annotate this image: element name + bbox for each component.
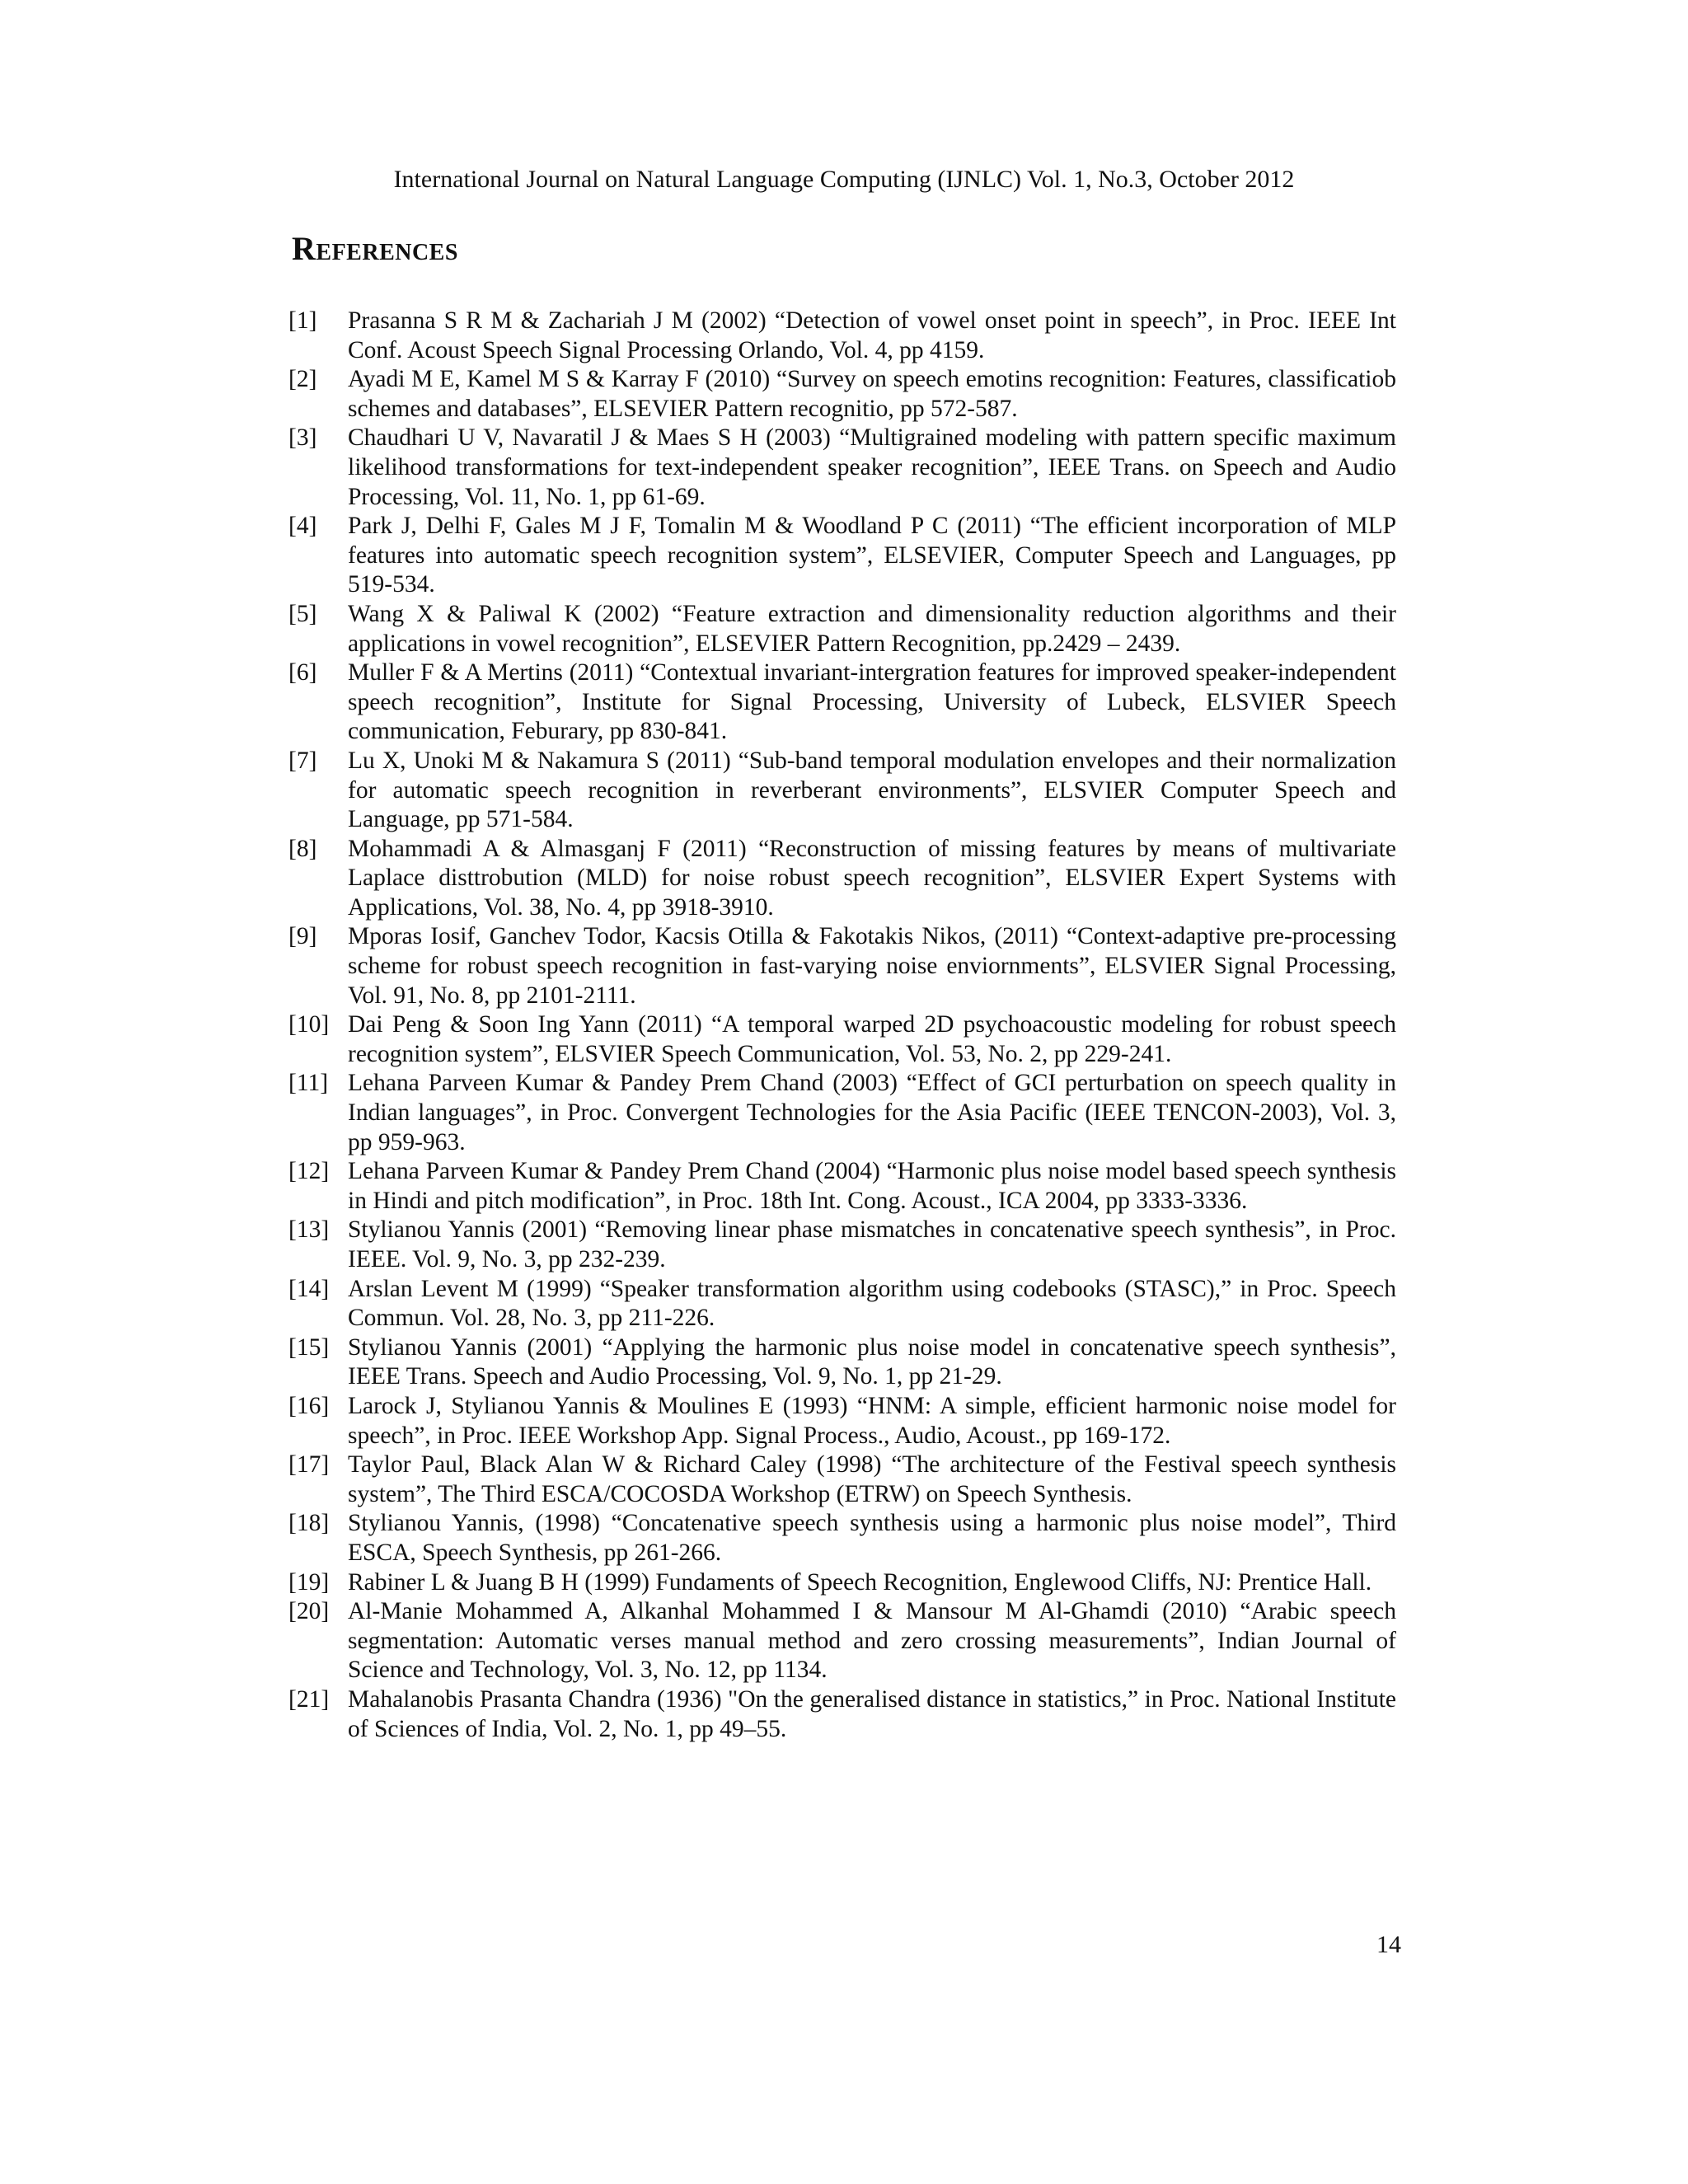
reference-number: [9] (288, 923, 317, 950)
reference-text: Mohammadi A & Almasganj F (2011) “Reconstruction of missing features by means of multivariate Laplace disttrobution (MLD) for noise robust speech recognition”, ELSVIER Expert Systems with Applications, Vol. 38, No. 4, pp 3918-3910. (348, 835, 1396, 921)
reference-item (288, 747, 1396, 835)
reference-text: Mporas Iosif, Ganchev Todor, Kacsis Otilla & Fakotakis Nikos, (2011) “Context-adaptive pre-processing scheme for robust speech recognition in fast-varying noise enviornments”, ELSVIER Signal Processing, Vol. 91, No. 8, pp 2101-2111. (348, 923, 1396, 1009)
reference-text: Lu X, Unoki M & Nakamura S (2011) “Sub-band temporal modulation envelopes and their normalization for automatic speech recognition in reverberant environments”, ELSVIER Computer Speech and Language, pp 571-584. (348, 747, 1396, 833)
reference-text: Lehana Parveen Kumar & Pandey Prem Chand (2003) “Effect of GCI perturbation on speech quality in Indian languages”, in Proc. Convergent Technologies for the Asia Pacific (IEEE TENCON-2003), Vol. 3, pp 959-963. (348, 1070, 1396, 1155)
reference-text: Stylianou Yannis, (1998) “Concatenative speech synthesis using a harmonic plus noise model”, Third ESCA, Speech Synthesis, pp 261-266. (348, 1510, 1396, 1566)
running-header: International Journal on Natural Language Computing (IJNLC) Vol. 1, No.3, October 2012 (393, 166, 1295, 193)
reference-number: [7] (288, 747, 317, 774)
reference-text: Stylianou Yannis (2001) “Applying the harmonic plus noise model in concatenative speech synthesis”, IEEE Trans. Speech and Audio Processing, Vol. 9, No. 1, pp 21-29. (348, 1333, 1396, 1390)
reference-text: Dai Peng & Soon Ing Yann (2011) “A temporal warped 2D psychoacoustic modeling for robust speech recognition system”, ELSVIER Speech Communication, Vol. 53, No. 2, pp 229-241. (348, 1011, 1396, 1067)
reference-number: [3] (288, 424, 317, 452)
reference-text: Stylianou Yannis (2001) “Removing linear phase mismatches in concatenative speech synthesis”, in Proc. IEEE. Vol. 9, No. 3, pp 232-239. (348, 1216, 1396, 1272)
reference-number: [12] (288, 1158, 330, 1185)
reference-text: Lehana Parveen Kumar & Pandey Prem Chand (2004) “Harmonic plus noise model based speech synthesis in Hindi and pitch modification”, in Proc. 18th Int. Cong. Acoust., ICA 2004, pp 3333-3336. (348, 1158, 1396, 1214)
reference-number: [19] (288, 1568, 330, 1596)
reference-text: Arslan Levent M (1999) “Speaker transformation algorithm using codebooks (STASC),” in Proc. Speech Commun. Vol. 28, No. 3, pp 211-226. (348, 1275, 1396, 1332)
reference-text: Muller F & A Mertins (2011) “Contextual invariant-intergration features for improved speaker-independent speech recognition”, Institute for Signal Processing, University of Lubeck, ELSVIER Speech communication, Feburary, pp 830-841. (348, 659, 1396, 745)
reference-item (288, 1333, 1396, 1392)
reference-text: Al-Manie Mohammed A, Alkanhal Mohammed I & Mansour M Al-Ghamdi (2010) “Arabic speech segmentation: Automatic verses manual method and zero crossing measurements”, Indian Journal of Science and Technology, Vol. 3, No. 12, pp 1134. (348, 1598, 1396, 1684)
reference-item (288, 835, 1396, 923)
reference-number: [10] (288, 1011, 330, 1038)
reference-text: Larock J, Stylianou Yannis & Moulines E (1993) “HNM: A simple, efficient harmonic noise model for speech”, in Proc. IEEE Workshop App. Signal Process., Audio, Acoust., pp 169-172. (348, 1392, 1396, 1449)
reference-item (288, 658, 1396, 747)
reference-text: Prasanna S R M & Zachariah J M (2002) “Detection of vowel onset point in speech”, in Proc. IEEE Int Conf. Acoust Speech Signal Processing Orlando, Vol. 4, pp 4159. (348, 307, 1396, 363)
section-title: References (292, 230, 458, 267)
page-number: 14 (1376, 1931, 1401, 1958)
reference-number: [6] (288, 659, 317, 687)
reference-number: [17] (288, 1451, 330, 1479)
reference-item (288, 512, 1396, 600)
reference-item (288, 1451, 1396, 1509)
reference-item (288, 1010, 1396, 1069)
reference-item (288, 922, 1396, 1010)
reference-item (288, 424, 1396, 512)
reference-text: Taylor Paul, Black Alan W & Richard Caley (1998) “The architecture of the Festival speech synthesis system”, The Third ESCA/COCOSDA Workshop (ETRW) on Speech Synthesis. (348, 1451, 1396, 1507)
reference-text: Chaudhari U V, Navaratil J & Maes S H (2003) “Multigrained modeling with pattern specific maximum likelihood transformations for text-independent speaker recognition”, IEEE Trans. on Speech and Audio Processing, Vol. 11, No. 1, pp 61-69. (348, 424, 1396, 510)
reference-item (288, 307, 1396, 365)
reference-text: Mahalanobis Prasanta Chandra (1936) "On the generalised distance in statistics,” in Proc. National Institute of Sciences of India, Vol. 2, No. 1, pp 49–55. (348, 1685, 1396, 1742)
reference-number: [16] (288, 1392, 330, 1419)
reference-text: Wang X & Paliwal K (2002) “Feature extraction and dimensionality reduction algorithms and their applications in vowel recognition”, ELSEVIER Pattern Recognition, pp.2429 – 2439. (348, 600, 1396, 657)
reference-item (288, 1275, 1396, 1333)
reference-list (288, 307, 1396, 1744)
reference-number: [8] (288, 835, 317, 862)
reference-text: Ayadi M E, Kamel M S & Karray F (2010) “Survey on speech emotins recognition: Features, classificatiob schemes and databases”, ELSEVIER Pattern recognitio, pp 572-587. (348, 366, 1396, 422)
reference-item (288, 1509, 1396, 1568)
reference-item (288, 1392, 1396, 1451)
reference-item (288, 1685, 1396, 1744)
reference-number: [14] (288, 1275, 330, 1302)
reference-item (288, 1069, 1396, 1157)
reference-item (288, 1157, 1396, 1216)
reference-number: [4] (288, 513, 317, 540)
reference-number: [1] (288, 307, 317, 334)
reference-number: [2] (288, 366, 317, 393)
reference-item (288, 1216, 1396, 1274)
reference-item (288, 1597, 1396, 1685)
reference-number: [15] (288, 1333, 330, 1361)
reference-text: Park J, Delhi F, Gales M J F, Tomalin M & Woodland P C (2011) “The efficient incorporation of MLP features into automatic speech recognition system”, ELSEVIER, Computer Speech and Languages, pp 519-534. (348, 513, 1396, 598)
reference-number: [20] (288, 1598, 330, 1625)
reference-number: [5] (288, 600, 317, 627)
reference-text: Rabiner L & Juang B H (1999) Fundaments of Speech Recognition, Englewood Cliffs, NJ: Prentice Hall. (348, 1568, 1372, 1596)
reference-item (288, 600, 1396, 658)
reference-number: [11] (288, 1070, 329, 1097)
reference-number: [13] (288, 1216, 330, 1244)
reference-item (288, 1568, 1396, 1598)
reference-number: [21] (288, 1685, 330, 1713)
reference-item (288, 365, 1396, 424)
reference-number: [18] (288, 1510, 330, 1537)
